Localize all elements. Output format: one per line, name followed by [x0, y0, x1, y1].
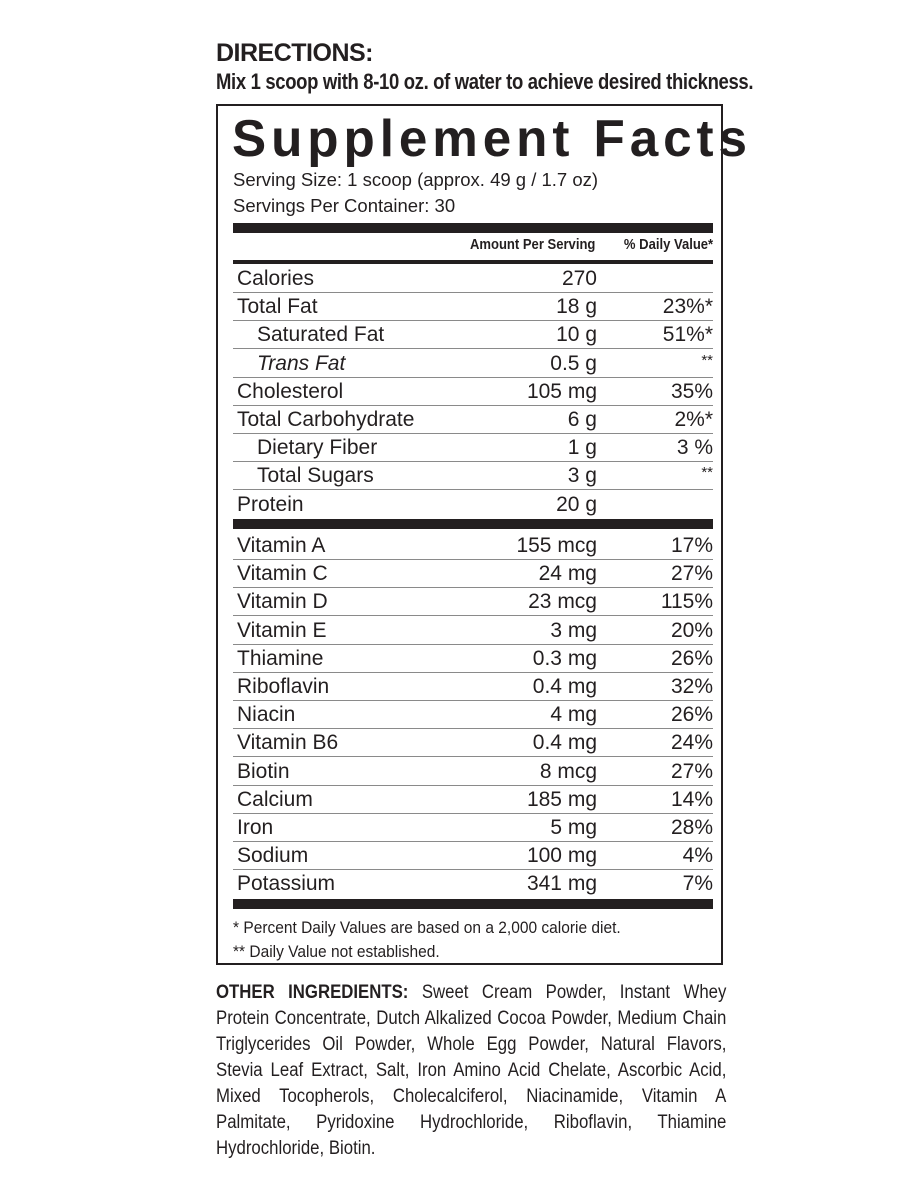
- nutrient-row: [233, 786, 713, 814]
- nutrient-name: Potassium: [237, 872, 336, 896]
- nutrient-daily-value: 26%: [670, 703, 713, 727]
- directions-section: [216, 38, 754, 96]
- nutrient-daily-value: 28%: [670, 816, 713, 839]
- nutrient-daily-value: 32%: [670, 675, 713, 698]
- nutrient-amount: 0.3 mg: [532, 646, 597, 670]
- nutrient-amount: 155 mcg: [516, 534, 597, 557]
- nutrient-name: Riboflavin: [237, 675, 330, 698]
- nutrient-name: Protein: [237, 492, 304, 516]
- thick-divider-bottom: [233, 899, 713, 909]
- nutrient-amount: 341 mg: [526, 872, 597, 896]
- nutrient-daily-value: 2%*: [674, 408, 713, 431]
- nutrient-amount: 1 g: [567, 436, 597, 460]
- nutrient-amount: 3 g: [567, 464, 597, 488]
- nutrient-amount: 6 g: [567, 408, 597, 431]
- supplement-facts-panel: [216, 104, 752, 965]
- nutrient-name: Trans Fat: [257, 351, 346, 375]
- nutrient-daily-value: 27%: [670, 562, 713, 586]
- nutrient-row: [233, 560, 713, 588]
- nutrient-amount: 23 mcg: [528, 590, 597, 614]
- nutrient-name: Calories: [237, 267, 315, 290]
- nutrient-amount: 185 mg: [526, 787, 597, 811]
- nutrient-daily-value: 35%: [670, 379, 713, 403]
- directions-text: Mix 1 scoop with 8-10 oz. of water to achieve desired thickness.: [216, 69, 754, 94]
- other-ingredients-label: OTHER INGREDIENTS:: [216, 982, 409, 1003]
- nutrient-amount: 270: [561, 267, 597, 290]
- directions-heading: DIRECTIONS:: [216, 39, 373, 67]
- other-ingredients-text: Sweet Cream Powder, Instant Whey Protein Concentrate, Dutch Alkalized Cocoa Powder, Medium Chain Triglycerides Oil Powder, Whole Egg Powder, Natural Flavors, Stevia Leaf Extract, Salt, Iron Amino Acid Chelate, Ascorbic Acid, Mixed Tocopherols, Cholecalciferol, Niacinamide, Vitamin A Palmitate, Pyridoxine Hydrochloride, Riboflavin, Thiamine Hydrochloride, Biotin.: [216, 982, 727, 1159]
- nutrient-amount: 8 mcg: [539, 759, 597, 783]
- nutrient-name: Niacin: [237, 703, 296, 727]
- thick-divider-top: [233, 223, 713, 233]
- nutrient-daily-value: 51%*: [662, 323, 713, 347]
- nutrient-amount: 18 g: [556, 295, 597, 319]
- serving-size: Serving Size: 1 scoop (approx. 49 g / 1.7 oz): [233, 169, 599, 190]
- nutrient-daily-value: **: [701, 351, 713, 369]
- nutrient-daily-value: 27%: [670, 759, 713, 783]
- nutrient-row: [233, 406, 713, 434]
- nutrient-amount: 0.5 g: [550, 351, 597, 375]
- nutrient-row: [233, 701, 713, 729]
- nutrient-name: Sodium: [237, 844, 309, 868]
- nutrient-row: [233, 729, 713, 757]
- nutrient-name: Vitamin A: [237, 534, 326, 557]
- other-ingredients-section: [216, 980, 726, 1162]
- nutrient-amount: 4 mg: [550, 703, 597, 727]
- supplement-facts-title: Supplement Facts: [232, 110, 752, 168]
- nutrient-amount: 0.4 mg: [532, 675, 597, 698]
- nutrient-name: Vitamin E: [237, 618, 327, 642]
- nutrient-daily-value: 3 %: [676, 436, 713, 460]
- nutrient-amount: 105 mg: [526, 379, 597, 403]
- nutrient-name: Saturated Fat: [257, 323, 385, 347]
- nutrient-daily-value: 17%: [670, 534, 713, 557]
- footnote-not-established: ** Daily Value not established.: [233, 943, 440, 961]
- nutrient-amount: 3 mg: [550, 618, 597, 642]
- nutrient-name: Iron: [237, 816, 274, 839]
- nutrient-name: Vitamin C: [237, 562, 328, 586]
- nutrient-row: [233, 617, 713, 645]
- nutrient-row: [233, 350, 713, 378]
- nutrient-row: [233, 588, 713, 616]
- nutrient-row: [233, 870, 713, 898]
- nutrient-row: [233, 265, 713, 293]
- nutrient-name: Vitamin B6: [237, 731, 339, 755]
- nutrient-amount: 24 mg: [538, 562, 597, 586]
- nutrient-row: [233, 673, 713, 701]
- nutrient-name: Total Fat: [237, 295, 318, 319]
- nutrient-daily-value: 20%: [670, 618, 713, 642]
- nutrient-name: Biotin: [237, 759, 290, 783]
- nutrient-daily-value: 14%: [670, 787, 713, 811]
- nutrient-row: [233, 758, 713, 786]
- column-header-daily-value: % Daily Value*: [623, 237, 713, 253]
- nutrient-amount: 5 mg: [550, 816, 597, 839]
- nutrient-amount: 0.4 mg: [532, 731, 597, 755]
- nutrient-daily-value: 4%: [682, 844, 713, 868]
- nutrient-name: Vitamin D: [237, 590, 328, 614]
- nutrient-row: [233, 434, 713, 462]
- nutrient-name: Dietary Fiber: [257, 436, 378, 460]
- divider-header: [233, 260, 713, 264]
- nutrient-name: Cholesterol: [237, 379, 344, 403]
- nutrient-name: Calcium: [237, 787, 313, 811]
- nutrient-name: Thiamine: [237, 646, 324, 670]
- nutrient-row: [233, 491, 713, 519]
- nutrient-row: [233, 462, 713, 490]
- footnote-daily-values: * Percent Daily Values are based on a 2,000 calorie diet.: [233, 919, 621, 937]
- nutrient-row: [233, 645, 713, 673]
- nutrient-name: Total Sugars: [257, 464, 374, 488]
- nutrient-daily-value: 115%: [660, 590, 713, 614]
- thick-divider-middle: [233, 519, 713, 529]
- other-ingredients-block: [216, 980, 726, 1162]
- nutrient-row: [233, 814, 713, 842]
- nutrient-daily-value: **: [701, 464, 713, 482]
- nutrient-daily-value: 26%: [670, 646, 713, 670]
- nutrient-daily-value: 7%: [682, 872, 713, 896]
- nutrient-name: Total Carbohydrate: [237, 408, 415, 431]
- nutrient-amount: 10 g: [556, 323, 597, 347]
- nutrient-row: [233, 321, 713, 349]
- nutrient-row: [233, 532, 713, 560]
- nutrient-row: [233, 378, 713, 406]
- nutrient-row: [233, 842, 713, 870]
- nutrient-amount: 20 g: [556, 492, 597, 516]
- column-header-amount: Amount Per Serving: [469, 237, 595, 253]
- nutrient-daily-value: 24%: [670, 731, 713, 755]
- nutrient-row: [233, 293, 713, 321]
- nutrient-daily-value: 23%*: [662, 295, 713, 319]
- servings-per-container: Servings Per Container: 30: [233, 195, 456, 216]
- nutrient-amount: 100 mg: [526, 844, 597, 868]
